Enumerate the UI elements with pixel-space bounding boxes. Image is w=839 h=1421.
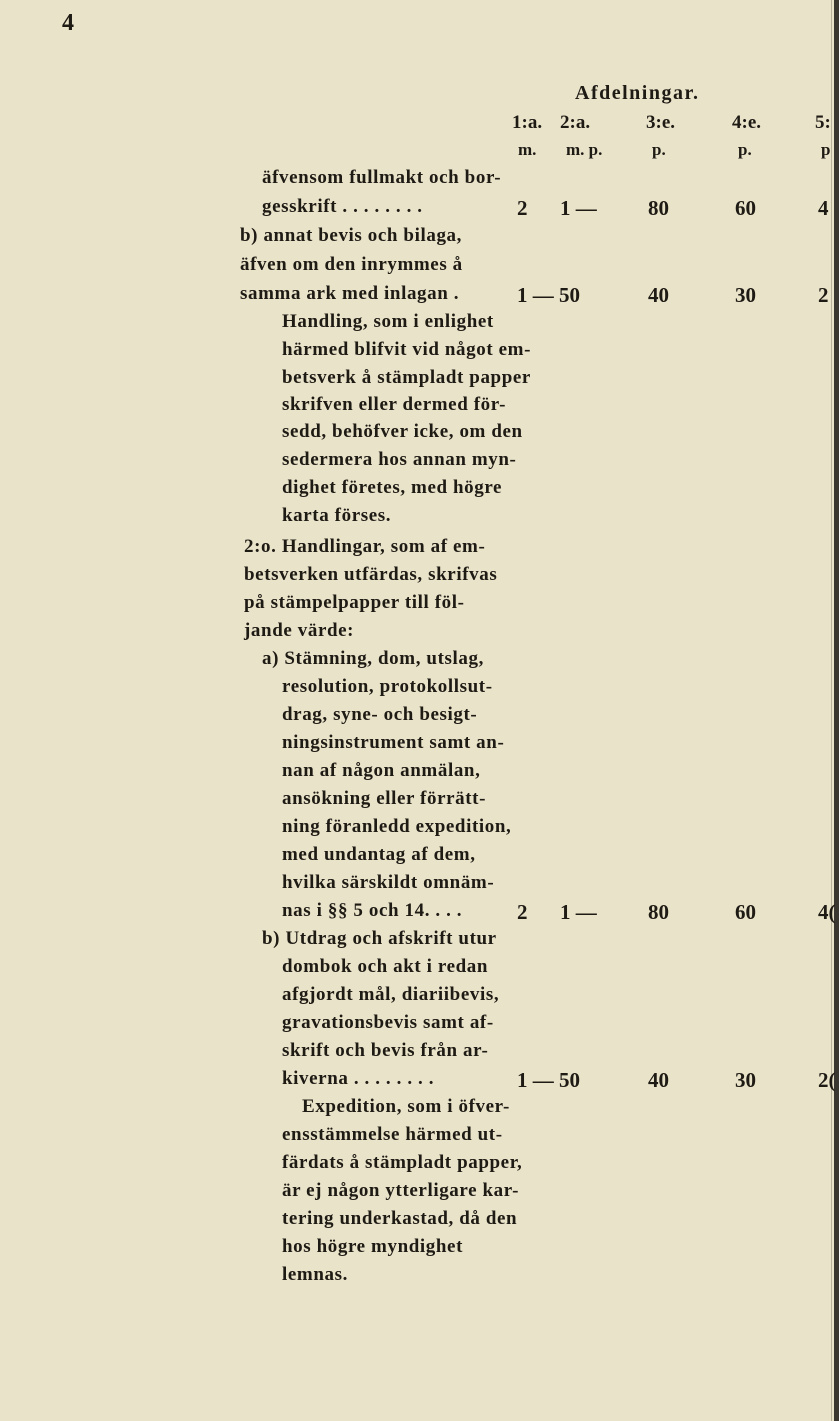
text-line: ansökning eller förrätt- [282, 788, 487, 809]
text-line: afgjordt mål, diariibevis, [282, 984, 500, 1005]
text-line: skrift och bevis från ar- [282, 1040, 489, 1061]
fee-value: 2 [517, 196, 528, 220]
fee-value: 40 [648, 1068, 669, 1092]
text-line: lemnas. [282, 1264, 348, 1285]
text-line: nan af någon anmälan, [282, 760, 481, 781]
fee-value: 2 [517, 900, 528, 924]
column-header: 3:e. [646, 112, 676, 133]
text-line: ning föranledd expedition, [282, 816, 512, 837]
fee-value: 30 [735, 283, 756, 307]
fee-value: 1 — [560, 900, 597, 924]
fee-value: 60 [735, 900, 756, 924]
text-line: skrifven eller dermed för- [282, 394, 507, 415]
column-header: 5: [815, 112, 831, 133]
text-line: Expedition, som i öfver- [302, 1096, 510, 1117]
text-line: sedd, behöfver icke, om den [282, 421, 523, 442]
text-line: jande värde: [244, 620, 355, 641]
text-line: härmed blifvit vid något em- [282, 339, 532, 360]
fee-value: 30 [735, 1068, 756, 1092]
fee-value: 80 [648, 900, 669, 924]
column-unit: p. [652, 140, 666, 159]
fee-value: 1 — 50 [517, 283, 580, 307]
column-header: 4:e. [732, 112, 762, 133]
column-header: 2:a. [560, 112, 591, 133]
page-edge [834, 0, 839, 1421]
page-edge-line [831, 0, 832, 1421]
text-line: färdats å stämpladt papper, [282, 1152, 523, 1173]
text-line: är ej någon ytterligare kar- [282, 1180, 520, 1201]
text-line: karta förses. [282, 505, 392, 526]
page-number: 4 [62, 10, 74, 36]
text-line: betsverk å stämpladt papper [282, 367, 531, 388]
text-line: med undantag af dem, [282, 844, 476, 865]
text-line: 2:o. Handlingar, som af em- [244, 536, 486, 557]
fee-value: 4( [818, 900, 836, 924]
text-line: betsverken utfärdas, skrifvas [244, 564, 498, 585]
text-line: Handling, som i enlighet [282, 311, 494, 332]
table-title: Afdelningar. [575, 82, 700, 104]
fee-value: 1 — [560, 196, 597, 220]
text-line: nas i §§ 5 och 14. . . . [282, 900, 463, 921]
text-line: gesskrift . . . . . . . . [262, 196, 423, 217]
text-line: drag, syne- och besigt- [282, 704, 478, 725]
text-line: resolution, protokollsut- [282, 676, 493, 697]
fee-value: 60 [735, 196, 756, 220]
column-unit: p [821, 140, 831, 159]
fee-value: 1 — 50 [517, 1068, 580, 1092]
fee-value: 80 [648, 196, 669, 220]
text-line: sedermera hos annan myn- [282, 449, 517, 470]
text-line: tering underkastad, då den [282, 1208, 518, 1229]
column-unit: m. p. [566, 140, 603, 159]
text-line: äfven om den inrymmes å [240, 254, 463, 275]
column-header: 1:a. [512, 112, 543, 133]
text-line: kiverna . . . . . . . . [282, 1068, 435, 1089]
column-unit: m. [518, 140, 537, 159]
text-line: ensstämmelse härmed ut- [282, 1124, 503, 1145]
column-unit: p. [738, 140, 752, 159]
fee-value: 2( [818, 1068, 836, 1092]
text-line: hvilka särskildt omnäm- [282, 872, 495, 893]
fee-value: 40 [648, 283, 669, 307]
text-line: hos högre myndighet [282, 1236, 464, 1257]
fee-value: 4 [818, 196, 829, 220]
text-line: ningsinstrument samt an- [282, 732, 505, 753]
text-line: a) Stämning, dom, utslag, [262, 648, 484, 669]
text-line: dombok och akt i redan [282, 956, 489, 977]
text-line: dighet företes, med högre [282, 477, 503, 498]
text-line: b) Utdrag och afskrift utur [262, 928, 497, 949]
text-line: äfvensom fullmakt och bor- [262, 167, 502, 188]
text-line: på stämpelpapper till föl- [244, 592, 465, 613]
text-line: b) annat bevis och bilaga, [240, 225, 463, 246]
text-line: samma ark med inlagan . [240, 283, 460, 304]
text-line: gravationsbevis samt af- [282, 1012, 494, 1033]
fee-value: 2 [818, 283, 829, 307]
